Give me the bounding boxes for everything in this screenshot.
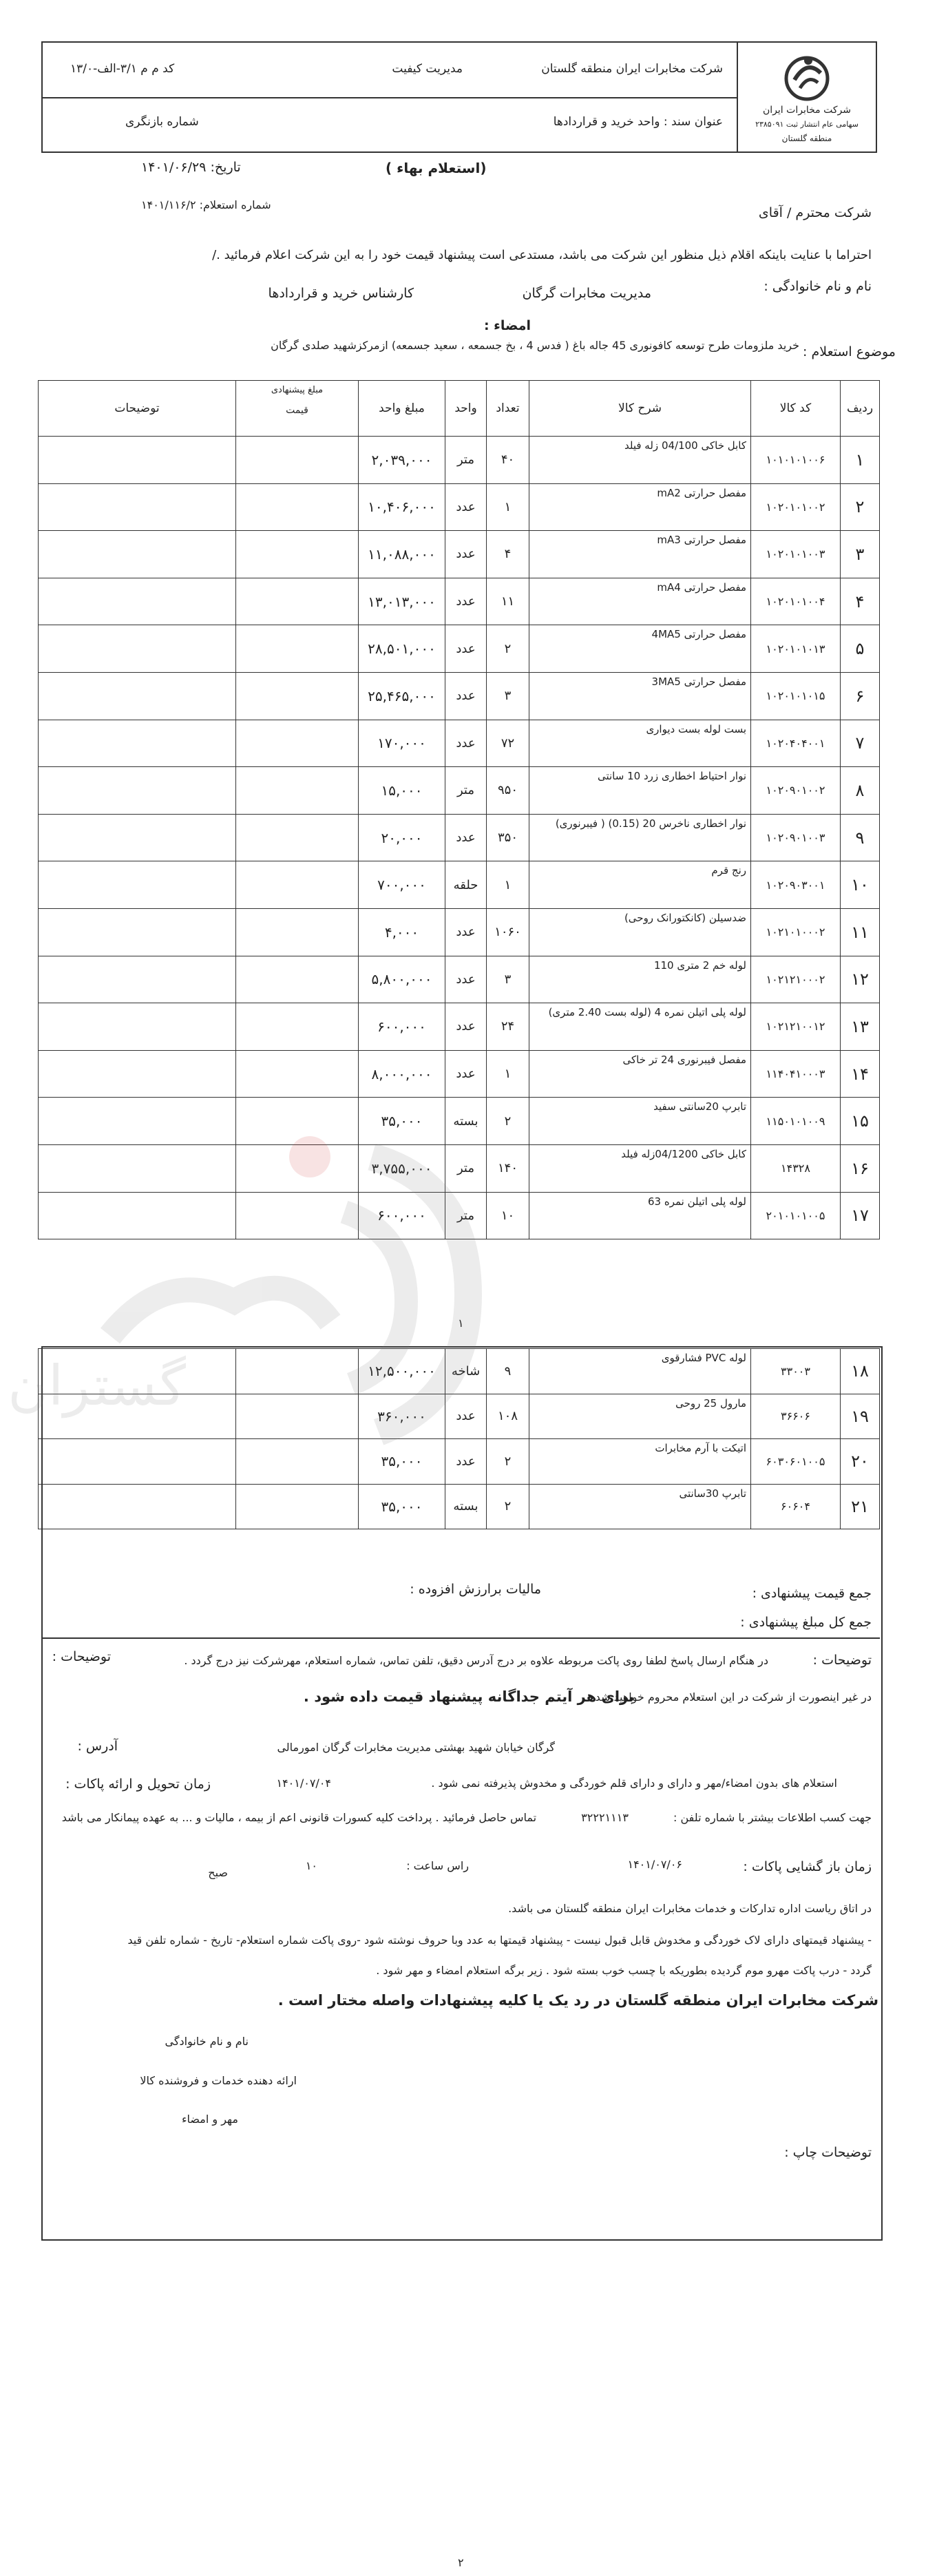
- row-number: ۵: [841, 625, 880, 673]
- logo-line-3: منطقه گلستان: [781, 134, 832, 143]
- item-description: مفصل حرارتی mA3: [529, 531, 751, 578]
- item-offer-price[interactable]: [236, 625, 359, 673]
- item-unit: عدد: [445, 720, 487, 767]
- item-code: ۱۰۲۰۱۰۱۰۱۵: [751, 672, 841, 720]
- grand-total-label: جمع کل مبلغ پیشنهادی :: [740, 1615, 872, 1630]
- item-unit: بسته: [445, 1484, 487, 1529]
- item-unit: حلقه: [445, 861, 487, 909]
- table-row: [39, 861, 880, 909]
- table-row: [39, 672, 880, 720]
- item-offer-price[interactable]: [236, 483, 359, 531]
- contact-phone: ۳۲۲۲۱۱۱۳: [581, 1811, 629, 1824]
- row-number: ۳: [841, 531, 880, 578]
- item-code: ۳۳۰۰۳: [751, 1349, 841, 1394]
- item-notes[interactable]: [39, 483, 236, 531]
- item-notes[interactable]: [39, 1484, 236, 1529]
- item-offer-price[interactable]: [236, 814, 359, 861]
- item-qty: ۱۰: [487, 1192, 529, 1239]
- item-qty: ۲۴: [487, 1003, 529, 1051]
- contact-line: [62, 1811, 872, 1824]
- item-qty: ۳: [487, 956, 529, 1003]
- item-qty: ۱: [487, 861, 529, 909]
- item-unit-price: ۲۵,۴۶۵,۰۰۰: [359, 672, 445, 720]
- table-header-row: [39, 381, 880, 437]
- company-name: شرکت مخابرات ایران منطقه گلستان: [541, 62, 723, 76]
- item-unit: عدد: [445, 1439, 487, 1485]
- col-offer-price-top: مبلغ پیشنهادی: [271, 385, 324, 395]
- item-offer-price[interactable]: [236, 720, 359, 767]
- item-unit: متر: [445, 1192, 487, 1239]
- item-description: ضدسیلن (کانکتورانک روحی): [529, 908, 751, 956]
- item-offer-price[interactable]: [236, 437, 359, 484]
- item-unit-price: ۳,۷۵۵,۰۰۰: [359, 1144, 445, 1192]
- item-code: ۶۰۶۰۴: [751, 1484, 841, 1529]
- logo-cell: [737, 43, 876, 151]
- col-notes: توضیحات: [39, 381, 236, 437]
- watermark-logo-icon: [8, 1074, 565, 1487]
- row-number: ۱۷: [841, 1192, 880, 1239]
- item-unit: عدد: [445, 1394, 487, 1439]
- item-code: ۱۰۲۰۹۰۱۰۰۳: [751, 814, 841, 861]
- item-notes[interactable]: [39, 720, 236, 767]
- terms-line-4: شرکت مخابرات ایران منطقه گلستان در رد یک یا کلیه پیشنهادات واصله مختار است .: [277, 1992, 878, 2009]
- item-unit: عدد: [445, 625, 487, 673]
- terms-line-3: گردد - درب پاکت مهرو موم گردیده بطوریکه با چسب خوب بسته شود . زیر برگه استعلام امضاء و مهر شود .: [376, 1964, 872, 1977]
- opening-time: ۱۰: [305, 1859, 317, 1872]
- item-description: مارول 25 روحی: [529, 1394, 751, 1439]
- item-description: مفصل حرارتی mA4: [529, 578, 751, 625]
- row-number: ۱۸: [841, 1349, 880, 1394]
- date: تاریخ: ۱۴۰۱/۰۶/۲۹: [141, 160, 241, 175]
- item-unit-price: ۲,۰۳۹,۰۰۰: [359, 437, 445, 484]
- supplier-stamp: مهر و امضاء: [182, 2113, 238, 2126]
- form-code: کد م م ۳/۱-الف-۱۳/۰: [70, 62, 175, 76]
- item-unit-price: ۱۳,۰۱۳,۰۰۰: [359, 578, 445, 625]
- delivery-label: زمان تحویل و ارائه پاکات :: [65, 1777, 211, 1792]
- item-qty: ۹۵۰: [487, 767, 529, 815]
- supplier-name: نام و نام خانوادگی: [165, 2035, 249, 2048]
- table-row: [39, 1484, 880, 1529]
- item-offer-price[interactable]: [236, 1484, 359, 1529]
- item-unit: بسته: [445, 1098, 487, 1145]
- item-qty: ۱۱: [487, 578, 529, 625]
- item-code: ۱۰۲۰۱۰۱۰۰۳: [751, 531, 841, 578]
- item-code: ۱۴۳۲۸: [751, 1144, 841, 1192]
- item-code: ۶۰۳۰۶۰۱۰۰۵: [751, 1439, 841, 1485]
- page-number-1: ۱: [458, 1317, 464, 1330]
- row-number: ۱۰: [841, 861, 880, 909]
- table-row: [39, 814, 880, 861]
- item-code: ۱۱۴۰۴۱۰۰۰۳: [751, 1050, 841, 1098]
- table-row: [39, 531, 880, 578]
- inquiry-number: [141, 198, 271, 211]
- col-offer-price: [236, 381, 359, 437]
- opening-date: ۱۴۰۱/۰۷/۰۶: [627, 1858, 682, 1871]
- item-code: ۱۰۲۰۹۰۳۰۰۱: [751, 861, 841, 909]
- item-unit: عدد: [445, 1050, 487, 1098]
- notes-label-main: توضیحات :: [812, 1653, 872, 1668]
- item-unit: عدد: [445, 483, 487, 531]
- item-notes[interactable]: [39, 437, 236, 484]
- subject-text: خرید ملزومات طرح توسعه کافونوری 45 جاله باغ ( فدس 4 ، بخ جسمعه ، سعید جسمعه) ازمرکزشهید صلدی گرگان: [271, 339, 799, 352]
- item-description: مفصل فیبرنوری 24 تر خاکی: [529, 1050, 751, 1098]
- doc-title: عنوان سند : واحد خرید و قراردادها: [553, 115, 723, 129]
- item-qty: ۷۲: [487, 720, 529, 767]
- item-unit: عدد: [445, 956, 487, 1003]
- item-unit-price: ۳۵,۰۰۰: [359, 1439, 445, 1485]
- item-unit-price: ۱۲,۵۰۰,۰۰۰: [359, 1349, 445, 1394]
- item-unit-price: ۸,۰۰۰,۰۰۰: [359, 1050, 445, 1098]
- row-number: ۴: [841, 578, 880, 625]
- row-number: ۲۰: [841, 1439, 880, 1485]
- watermark-text: گستران: [8, 1354, 186, 1418]
- row-number: ۱۶: [841, 1144, 880, 1192]
- notes-line-2: در غیر اینصورت از شرکت در این استعلام محروم خواهید شد .: [588, 1690, 872, 1704]
- delivery-note: استعلام های بدون امضاء/مهر و دارای و دارای قلم خوردگی و مخدوش پذیرفته نمی شود .: [431, 1777, 837, 1790]
- col-code: کد کالا: [751, 381, 841, 437]
- table-row: [39, 625, 880, 673]
- item-notes[interactable]: [39, 956, 236, 1003]
- row-number: ۱۲: [841, 956, 880, 1003]
- greeting: شرکت محترم / آقای: [758, 205, 872, 220]
- item-description: تابرپ 30سانتی: [529, 1484, 751, 1529]
- item-offer-price[interactable]: [236, 672, 359, 720]
- opening-period: صبح: [208, 1866, 228, 1879]
- item-description: لوله خم 2 متری 110: [529, 956, 751, 1003]
- item-unit: عدد: [445, 578, 487, 625]
- col-desc: شرح کالا: [529, 381, 751, 437]
- row-number: ۹: [841, 814, 880, 861]
- item-unit-price: ۱۰,۴۰۶,۰۰۰: [359, 483, 445, 531]
- item-qty: ۲: [487, 1098, 529, 1145]
- item-code: ۳۶۶۰۶: [751, 1394, 841, 1439]
- table-row: [39, 1003, 880, 1051]
- item-description: مفصل حرارتی 4MA5: [529, 625, 751, 673]
- item-unit-price: ۳۵,۰۰۰: [359, 1484, 445, 1529]
- item-code: ۱۰۱۰۱۰۱۰۰۶: [751, 437, 841, 484]
- item-offer-price[interactable]: [236, 956, 359, 1003]
- company-logo-icon: [781, 52, 833, 102]
- print-notes-label: توضیحات چاپ :: [784, 2145, 872, 2160]
- item-qty: ۳۵۰: [487, 814, 529, 861]
- item-description: اتیکت با آرم مخابرات: [529, 1439, 751, 1485]
- table-row: [39, 437, 880, 484]
- offer-total-label: جمع قیمت پیشنهادی :: [752, 1586, 872, 1601]
- item-notes[interactable]: [39, 908, 236, 956]
- row-number: ۶: [841, 672, 880, 720]
- item-unit-price: ۷۰۰,۰۰۰: [359, 861, 445, 909]
- item-unit-price: ۲۸,۵۰۱,۰۰۰: [359, 625, 445, 673]
- row-number: ۱۴: [841, 1050, 880, 1098]
- item-qty: ۲: [487, 1484, 529, 1529]
- logo-line-2: سهامی عام انتشار ثبت ۲۳۸۵۰۹۱: [755, 120, 859, 129]
- item-unit: شاخه: [445, 1349, 487, 1394]
- row-number: ۸: [841, 767, 880, 815]
- item-offer-price[interactable]: [236, 531, 359, 578]
- item-unit-price: ۳۵,۰۰۰: [359, 1098, 445, 1145]
- item-qty: ۱: [487, 483, 529, 531]
- item-description: بست لوله بست دیواری: [529, 720, 751, 767]
- notes-label: توضیحات :: [52, 1649, 111, 1664]
- item-unit-price: ۳۶۰,۰۰۰: [359, 1394, 445, 1439]
- item-description: لوله پلی اتیلن نمره 4 (لوله بست 2.40 متری): [529, 1003, 751, 1051]
- address-label: آدرس :: [77, 1739, 118, 1754]
- item-code: ۱۰۲۰۱۰۱۰۱۳: [751, 625, 841, 673]
- item-qty: ۴: [487, 531, 529, 578]
- item-qty: ۲: [487, 625, 529, 673]
- item-unit: عدد: [445, 672, 487, 720]
- form-title: (استعلام بهاء ): [386, 160, 487, 176]
- item-description: مفصل حرارتی mA2: [529, 483, 751, 531]
- item-description: رنج قرم: [529, 861, 751, 909]
- item-unit-price: ۶۰۰,۰۰۰: [359, 1003, 445, 1051]
- row-number: ۱: [841, 437, 880, 484]
- notes-line-1: در هنگام ارسال پاسخ لطفا روی پاکت مربوطه علاوه بر درج آدرس دقیق، تلفن تماس، شماره استعلام، مهرشرکت نیز درج گردد .: [184, 1654, 768, 1667]
- col-offer-price-bottom: قیمت: [286, 405, 308, 416]
- table-row: [39, 578, 880, 625]
- item-notes[interactable]: [39, 672, 236, 720]
- item-offer-price[interactable]: [236, 767, 359, 815]
- signature-label: امضاء :: [483, 318, 531, 333]
- item-unit-price: ۶۰۰,۰۰۰: [359, 1192, 445, 1239]
- item-qty: ۹: [487, 1349, 529, 1394]
- item-unit-price: ۴,۰۰۰: [359, 908, 445, 956]
- item-description: نوار اخطاری ناخرس 20 (0.15) ( فیبرنوری): [529, 814, 751, 861]
- item-notes[interactable]: [39, 814, 236, 861]
- table-row: [39, 767, 880, 815]
- signer-department: مدیریت مخابرات گرگان: [522, 286, 651, 301]
- page-number-2: ۲: [458, 2556, 464, 2569]
- delivery-date: ۱۴۰۱/۰۷/۰۴: [276, 1777, 331, 1790]
- item-description: لوله پلی اتیلن نمره 63: [529, 1192, 751, 1239]
- row-number: ۷: [841, 720, 880, 767]
- divider: [41, 1637, 880, 1639]
- row-number: ۱۵: [841, 1098, 880, 1145]
- item-notes[interactable]: [39, 861, 236, 909]
- item-unit-price: ۱۱,۰۸۸,۰۰۰: [359, 531, 445, 578]
- col-row: ردیف: [841, 381, 880, 437]
- table-row: [39, 908, 880, 956]
- item-offer-price[interactable]: [236, 908, 359, 956]
- item-notes[interactable]: [39, 1003, 236, 1051]
- item-code: ۱۰۲۱۲۱۰۰۰۲: [751, 956, 841, 1003]
- vat-label: مالیات برارزش افزوده :: [410, 1582, 541, 1597]
- item-notes[interactable]: [39, 531, 236, 578]
- terms-line-1: در اتاق ریاست اداره تدارکات و خدمات مخابرات ایران منطقه گلستان می باشد.: [508, 1902, 872, 1915]
- contact-note: تماس حاصل فرمائید . پرداخت کلیه کسورات قانونی اعم از بیمه ، مالیات و ... به عهده پیمانکار می باشد: [61, 1811, 537, 1824]
- contact-label: جهت کسب اطلاعات بیشتر با شماره تلفن :: [673, 1811, 872, 1824]
- item-qty: ۳: [487, 672, 529, 720]
- item-qty: ۲: [487, 1439, 529, 1485]
- terms-line-2: - پیشنهاد قیمتهای دارای لاک خوردگی و مخدوش قابل قبول نیست - پیشنهاد قیمتها به عدد وبا حروف نوشته شود -روی پاکت شماره استعلام- تاریخ - شماره تلفن قید: [127, 1934, 872, 1947]
- col-unit-price: مبلغ واحد: [359, 381, 445, 437]
- row-number: ۲: [841, 483, 880, 531]
- inquiry-number-label: شماره استعلام:: [199, 198, 271, 211]
- item-unit-price: ۱۷۰,۰۰۰: [359, 720, 445, 767]
- item-notes[interactable]: [39, 767, 236, 815]
- row-number: ۱۱: [841, 908, 880, 956]
- item-notes[interactable]: [39, 578, 236, 625]
- row-number: ۱۳: [841, 1003, 880, 1051]
- item-code: ۱۰۲۰۱۰۱۰۰۲: [751, 483, 841, 531]
- item-qty: ۱۰۸: [487, 1394, 529, 1439]
- item-description: نوار احتیاط اخطاری زرد 10 سانتی: [529, 767, 751, 815]
- logo-line-1: شرکت مخابرات ایران: [763, 105, 851, 116]
- row-number: ۲۱: [841, 1484, 880, 1529]
- inquiry-number-value: ۱۴۰۱/۱۱۶/۲: [141, 198, 196, 211]
- row-number: ۱۹: [841, 1394, 880, 1439]
- header-row-1: [43, 43, 738, 98]
- item-offer-price[interactable]: [236, 578, 359, 625]
- item-unit: عدد: [445, 814, 487, 861]
- table-row: [39, 483, 880, 531]
- table-row: [39, 720, 880, 767]
- item-qty: ۱: [487, 1050, 529, 1098]
- item-unit-price: ۲۰,۰۰۰: [359, 814, 445, 861]
- item-code: ۱۰۲۱۲۱۰۰۱۲: [751, 1003, 841, 1051]
- department: مدیریت کیفیت: [392, 62, 463, 76]
- signer-role: کارشناس خرید و قراردادها: [268, 286, 414, 301]
- item-offer-price[interactable]: [236, 1003, 359, 1051]
- subject-label: موضوع استعلام :: [803, 344, 896, 359]
- signer-label: نام و نام خانوادگی :: [764, 279, 872, 294]
- header-row-2: [43, 97, 738, 151]
- item-qty: ۱۰۶۰: [487, 908, 529, 956]
- supplier-provider: ارائه دهنده خدمات و فروشنده کالا: [140, 2074, 297, 2087]
- item-unit: متر: [445, 1144, 487, 1192]
- item-code: ۱۰۲۱۰۱۰۰۰۲: [751, 908, 841, 956]
- item-notes[interactable]: [39, 625, 236, 673]
- item-offer-price[interactable]: [236, 861, 359, 909]
- item-unit-price: ۱۵,۰۰۰: [359, 767, 445, 815]
- item-qty: ۱۴۰: [487, 1144, 529, 1192]
- item-description: کابل خاکی 04/100 زله فیلد: [529, 437, 751, 484]
- col-qty: تعداد: [487, 381, 529, 437]
- opening-label: زمان باز گشایی پاکات :: [743, 1859, 872, 1874]
- intro-text: احتراما با عنایت باینکه اقلام ذیل منظور این شرکت می باشد، مستدعی است پیشنهاد قیمت خود را به این شرکت اعلام فرمائید ./: [212, 248, 872, 262]
- item-code: ۲۰۱۰۱۰۱۰۰۵: [751, 1192, 841, 1239]
- notes-line-2-bold: برای هر آیتم جداگانه پیشنهاد قیمت داده شود .: [303, 1688, 634, 1705]
- item-description: کابل خاکی 04/1200زله فیلد: [529, 1144, 751, 1192]
- item-description: لوله PVC فشارقوی: [529, 1349, 751, 1394]
- item-unit: متر: [445, 767, 487, 815]
- opening-time-label: راس ساعت :: [406, 1859, 469, 1872]
- item-unit: عدد: [445, 1003, 487, 1051]
- item-code: ۱۰۲۰۹۰۱۰۰۲: [751, 767, 841, 815]
- item-unit-price: ۵,۸۰۰,۰۰۰: [359, 956, 445, 1003]
- item-unit: متر: [445, 437, 487, 484]
- address-value: گرگان خیابان شهید بهشتی مدیریت مخابرات گرگان امورمالی: [277, 1741, 555, 1754]
- item-description: تابرپ 20سانتی سفید: [529, 1098, 751, 1145]
- table-row: [39, 956, 880, 1003]
- item-code: ۱۱۵۰۱۰۱۰۰۹: [751, 1098, 841, 1145]
- item-qty: ۴۰: [487, 437, 529, 484]
- item-code: ۱۰۲۰۴۰۴۰۰۱: [751, 720, 841, 767]
- item-unit: عدد: [445, 908, 487, 956]
- item-code: ۱۰۲۰۱۰۱۰۰۴: [751, 578, 841, 625]
- revision-number: شماره بازنگری: [125, 115, 199, 129]
- item-description: مفصل حرارتی 3MA5: [529, 672, 751, 720]
- col-unit: واحد: [445, 381, 487, 437]
- item-unit: عدد: [445, 531, 487, 578]
- header-box: [41, 41, 877, 153]
